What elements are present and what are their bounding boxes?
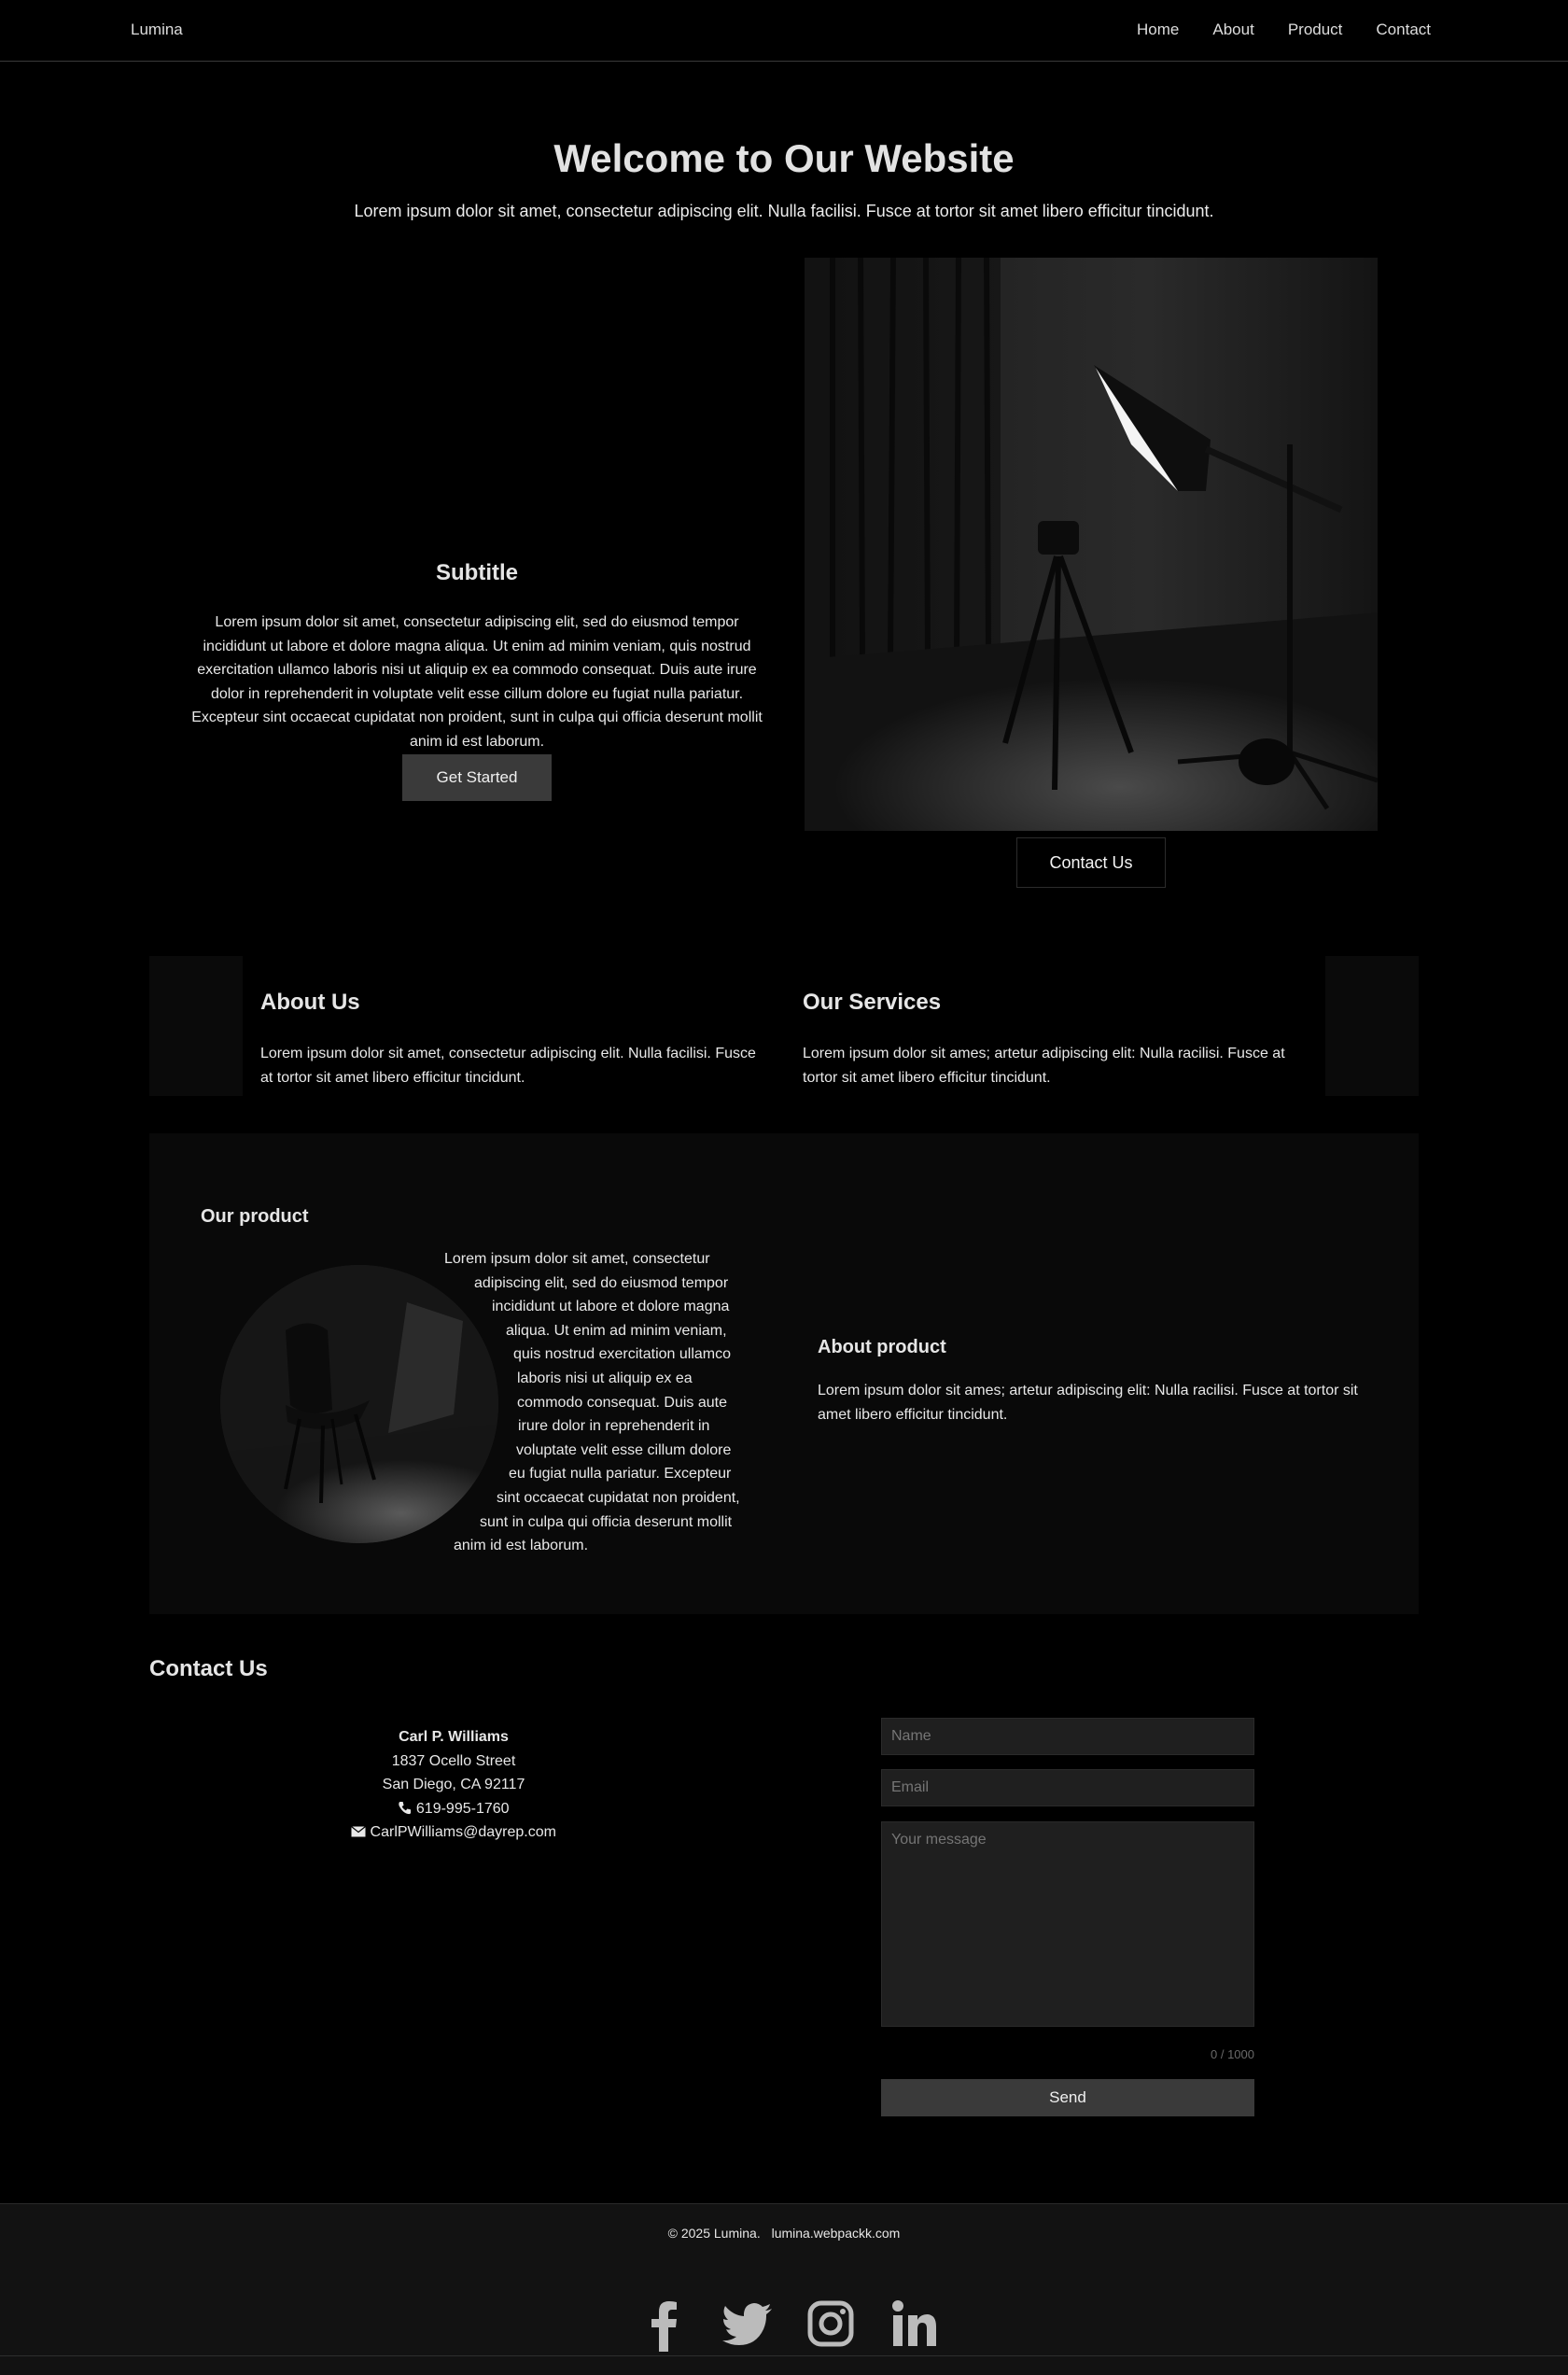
nav-links (1103, 21, 1431, 39)
product-line: Lorem ipsum dolor sit amet, consectetur (444, 1251, 710, 1267)
contact-name: Carl P. Williams (399, 1729, 509, 1745)
contact-city: San Diego, CA 92117 (382, 1777, 525, 1793)
contact-email[interactable]: CarlPWilliams@dayrep.com (370, 1824, 556, 1841)
about-services-band (149, 956, 1419, 1096)
message-textarea[interactable] (881, 1821, 1254, 2027)
about-text: Lorem ipsum dolor sit amet, consectetur adipiscing elit. Nulla facilisi. Fusce at tortor sit amet libero efficitur tincidunt. (260, 1046, 756, 1086)
hero-lead: Lorem ipsum dolor sit amet, consectetur adipiscing elit. Nulla facilisi. Fusce at tortor sit amet libero efficitur tincidunt. (354, 202, 1214, 220)
copyright-text: © 2025 Lumina. (667, 2226, 761, 2241)
linkedin-icon[interactable] (886, 2296, 942, 2352)
product-line: voluptate velit esse cillum dolore (516, 1441, 732, 1458)
about-product-block (818, 1337, 1378, 1426)
contact-phone[interactable]: 619-995-1760 (415, 1800, 510, 1817)
footer-divider (0, 2355, 1568, 2356)
get-started-button[interactable]: Get Started (402, 754, 552, 801)
instagram-icon[interactable] (803, 2296, 859, 2352)
contact-street: 1837 Ocello Street (391, 1752, 516, 1769)
footer (0, 2203, 1568, 2375)
product-line: sint occaecat cupidatat non proident, (497, 1490, 740, 1506)
product-line: irure dolor in reprehenderit in (518, 1418, 710, 1435)
services-text: Lorem ipsum dolor sit ames; artetur adipiscing elit: Nulla racilisi. Fusce at tortor sit amet libero efficitur tincidunt. (803, 1046, 1285, 1086)
band-side-left (149, 956, 243, 1096)
twitter-icon[interactable] (720, 2296, 776, 2352)
nav-about[interactable]: About (1212, 21, 1254, 38)
product-line: sunt in culpa qui officia deserunt mollit (480, 1513, 733, 1530)
nav-contact[interactable]: Contact (1376, 21, 1431, 38)
message-counter: 0 / 1000 (1211, 2047, 1254, 2061)
product-line: incididunt ut labore et dolore magna (492, 1299, 730, 1315)
product-line: commodo consequat. Duis aute (517, 1394, 728, 1411)
product-line: aliqua. Ut enim ad minim veniam, (506, 1322, 727, 1339)
contact-info (267, 1725, 640, 1845)
send-button[interactable]: Send (881, 2079, 1254, 2116)
contact-email-row (267, 1820, 640, 1845)
hero-title: Welcome to Our Website (553, 136, 1015, 180)
social-links (637, 2296, 969, 2352)
about-block (260, 990, 764, 1089)
product-title: Our product (201, 1206, 309, 1227)
product-line: laboris nisi ut aliquip ex ea (517, 1370, 693, 1386)
services-title: Our Services (803, 990, 942, 1015)
brand-logo[interactable]: Lumina (131, 21, 183, 38)
product-section (149, 1133, 1419, 1614)
band-side-right (1325, 956, 1419, 1096)
name-input[interactable] (881, 1718, 1254, 1755)
hero-subtitle: Subtitle (436, 560, 518, 585)
hero-body: Lorem ipsum dolor sit amet, consectetur adipiscing elit, sed do eiusmod tempor incididunt ut labore et dolore magna aliqua. Ut enim ad minim veniam, quis nostrud exercitation ullamco laboris nisi ut aliquip ex ea commodo consequat. Duis aute irure dolor in reprehenderit in voluptate velit esse cillum dolore eu fugiat nulla pariatur. Excepteur sint occaecat cupidatat non proident, sunt in culpa qui officia deserunt mollit anim id est laborum. (191, 614, 763, 750)
nav-product[interactable]: Product (1287, 21, 1343, 38)
about-title: About Us (260, 990, 360, 1015)
nav-home[interactable]: Home (1137, 21, 1180, 38)
footer-domain-link[interactable]: lumina.webpackk.com (771, 2226, 901, 2241)
facebook-icon[interactable] (637, 2296, 693, 2352)
services-block (803, 990, 1307, 1089)
product-line: quis nostrud exercitation ullamco (513, 1346, 732, 1363)
hero-photo-studio-lamp (805, 258, 1378, 831)
email-input[interactable] (881, 1769, 1254, 1806)
product-line: adipiscing elit, sed do eiusmod tempor (474, 1274, 729, 1291)
about-product-title: About product (818, 1337, 946, 1357)
contact-phone-row (267, 1797, 640, 1821)
phone-icon (398, 1801, 412, 1815)
product-line: anim id est laborum. (454, 1538, 589, 1554)
envelope-icon (351, 1826, 366, 1837)
contact-title: Contact Us (149, 1656, 268, 1681)
top-nav (0, 0, 1568, 62)
about-product-text: Lorem ipsum dolor sit ames; artetur adipiscing elit: Nulla racilisi. Fusce at tortor sit amet libero efficitur tincidunt. (818, 1383, 1358, 1423)
contact-us-button[interactable]: Contact Us (1016, 837, 1166, 888)
footer-copyright (0, 2226, 1568, 2241)
product-photo-chair (220, 1265, 498, 1543)
hero-text-block (187, 560, 767, 754)
product-line: eu fugiat nulla pariatur. Excepteur (509, 1466, 732, 1483)
